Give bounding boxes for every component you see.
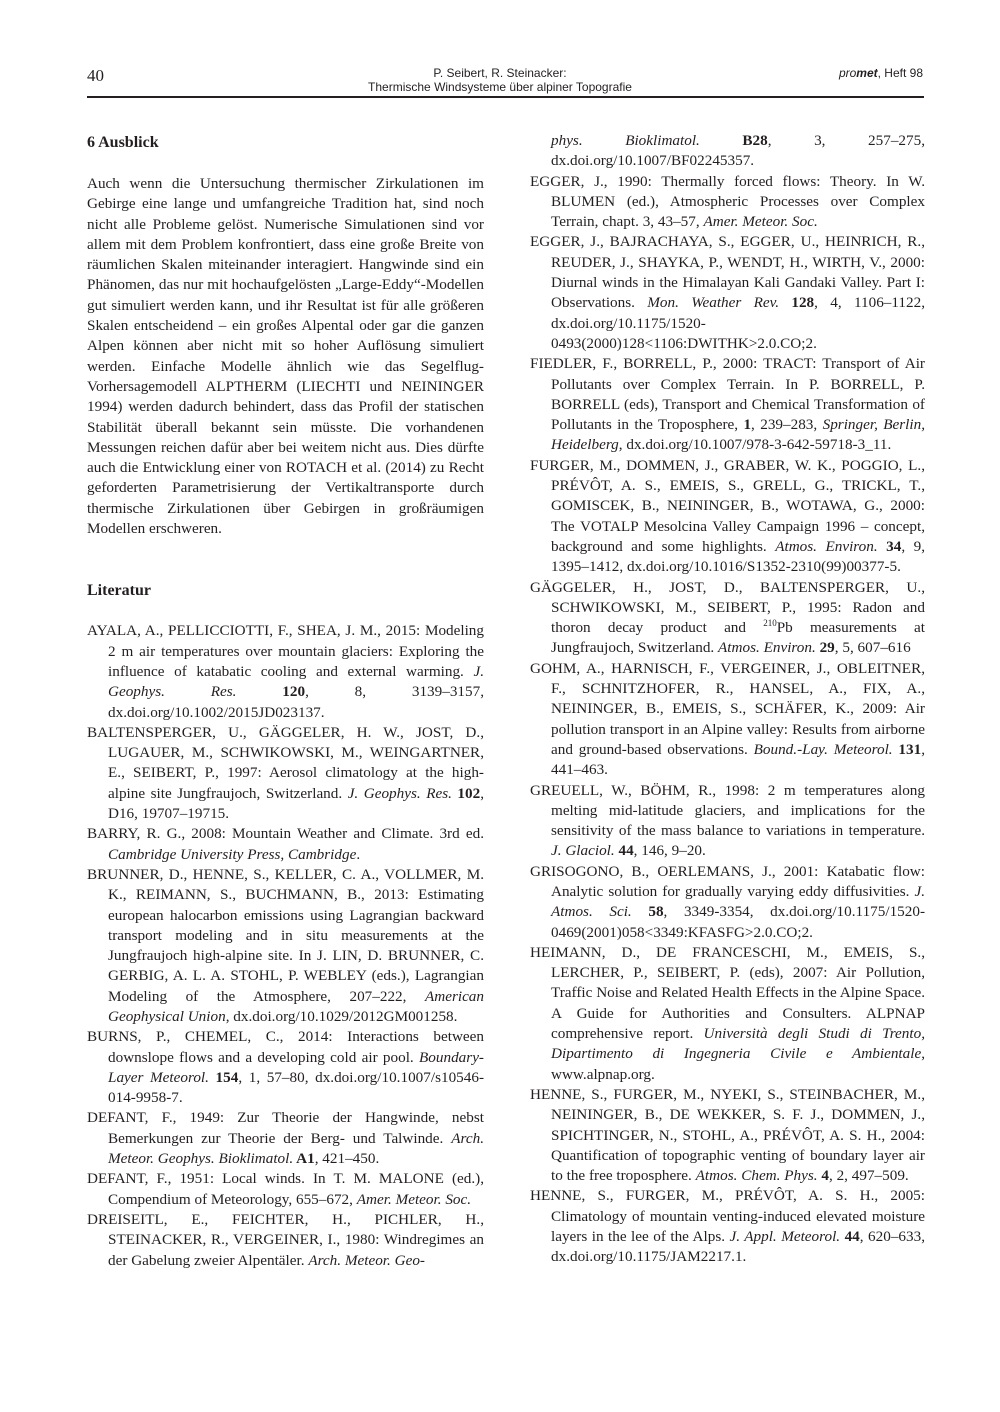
reference-defant-1951: DEFANT, F., 1951: Local winds. In T. M. MALONE (ed.), Compendium of Meteorology, 655–672, Amer. Meteor. Soc.: [87, 1170, 484, 1208]
reference-defant-1949: DEFANT, F., 1949: Zur Theorie der Hangwinde, nebst Bemerkungen zur Theorie der Berg- und Talwinde. Arch. Meteor. Geophys. Bioklimatol. A1, 421–450.: [87, 1109, 484, 1168]
reference-dreiseitl-continued: phys. Bioklimatol. B28, 3, 257–275, dx.doi.org/10.1007/BF02245357.: [551, 132, 925, 170]
reference-henne-2004: HENNE, S., FURGER, M., NYEKI, S., STEINBACHER, M., NEININGER, B., DE WEKKER, S. F. J., DOMMEN, J., SPICHTINGER, N., STOHL, A., PRÉVÔT, A. S. H., 2004: Quantification of topographic venting of boundary layer air to the free troposphere. Atmos. Chem. Phys. 4, 2, 497–509.: [530, 1085, 925, 1185]
reference-gohm: GOHM, A., HARNISCH, F., VERGEINER, J., OBLEITNER, F., SCHNITZHOFER, R., HANSEL, A., FIX, A., NEININGER, B., EMEIS, S., SCHÄFER, K., 2009: Air pollution transport in an Alpine valley: Results from airborne and ground-based observations. Bound.-Lay. Meteorol. 131, 441–463.: [530, 659, 925, 779]
ausblick-paragraph: Auch wenn die Untersuchung thermischer Zirkulationen im Gebirge eine lange und umfangreiche Tradition hat, sind noch nicht alle Probleme gelöst. Numerische Simulationen sind vor allem mit dem Problem konfrontiert, dass eine große Breite von räumlichen Skalen miteinander interagiert. Hangwinde sind ein Phänomen, das nur mit hochaufgelösten „Large-Eddy“-Modellen gut simuliert werden kann, und ihr Resultat ist für alle größeren Skalen entscheidend – ein großes Alpental oder gar die ganzen Alpen können aber nicht mit so hoher Auflösung simuliert werden. Einfache Modelle ähnlich wie das Segelflug-Vorhersagemodell ALPTHERM (LIECHTI und NEININGER 1994) werden dadurch behindert, dass das Profil der statischen Stabilität überall bekannt sein müsste. Die vorhandenen Messungen reichen dafür aber bei weitem nicht aus. Dies dürfte auch die Entwicklung einer von ROTACH et al. (2014) zu Recht geforderten Parametrisierung der Vertikaltransporte durch thermische Zirkulationen über Gebirgen in großräumigen Modellen erschweren.: [87, 175, 484, 538]
left-column: [87, 131, 484, 1271]
section-heading-literatur: Literatur: [87, 582, 151, 600]
brand-logo: promet: [838, 66, 878, 80]
reference-henne-2005: HENNE, S., FURGER, M., PRÉVÔT, A. S. H., 2005: Climatology of mountain venting-induced elevated moisture layers in the lee of the Alps. J. Appl. Meteorol. 44, 620–633, dx.doi.org/10.1175/JAM2217.1.: [530, 1187, 925, 1266]
reference-barry: BARRY, R. G., 2008: Mountain Weather and Climate. 3rd ed. Cambridge University Press, Cambridge.: [87, 825, 484, 863]
page-number: 40: [87, 66, 104, 85]
running-head-title: Thermische Windsysteme über alpiner Topografie: [368, 80, 632, 94]
section-heading-ausblick: 6 Ausblick: [87, 134, 159, 151]
reference-heimann: HEIMANN, D., DE FRANCESCHI, M., EMEIS, S., LERCHER, P., SEIBERT, P. (eds), 2007: Air Pollution, Traffic Noise and Related Health Effects in the Alpine Space. A Guide for Authorities and Consulters. ALPNAP comprehensive report. Università degli Studi di Trento, Dipartimento di Ingegneria Civile e Ambientale, www.alpnap.org.: [530, 943, 926, 1083]
reference-brunner: BRUNNER, D., HENNE, S., KELLER, C. A., VOLLMER, M. K., REIMANN, S., BUCHMANN, B., 2013: Estimating european halocarbon emissions using Lagrangian backward transport modeling and in situ measurements at the Jungfraujoch high-alpine site. In J. LIN, D. BRUNNER, C. GERBIG, A. L. A. STOHL, P. WEBLEY (eds.), Lagrangian Modeling of the Atmosphere, 207–222, American Geophysical Union, dx.doi.org/10.1029/2012GM001258.: [87, 865, 484, 1025]
reference-greuell: GREUELL, W., BÖHM, R., 1998: 2 m temperatures along melting mid-latitude glaciers, and implications for the sensitivity of the mass balance to variations in temperature. J. Glaciol. 44, 146, 9–20.: [530, 781, 925, 860]
reference-dreiseitl: DREISEITL, E., FEICHTER, H., PICHLER, H., STEINACKER, R., VERGEINER, I., 1980: Windregimes an der Gabelung zweier Alpentäler. Arch. Meteor. Geo-: [87, 1210, 484, 1269]
reference-grisogono: GRISOGONO, B., OERLEMANS, J., 2001: Katabatic flow: Analytic solution for gradually varying eddy diffusivities. J. Atmos. Sci. 58, 3349-3354, dx.doi.org/10.1175/1520-0469(2001)058<3349:KFASFG>2.0.CO;2.: [530, 862, 926, 941]
issue-info: [839, 66, 923, 80]
header-rule: [87, 96, 924, 98]
reference-list-continued: [530, 131, 925, 1268]
reference-burns: BURNS, P., CHEMEL, C., 2014: Interactions between downslope flows and a developing cold air pool. Boundary-Layer Meteorol. 154, 1, 57–80, dx.doi.org/10.1007/s10546-014-9958-7.: [87, 1028, 485, 1107]
reference-furger: FURGER, M., DOMMEN, J., GRABER, W. K., POGGIO, L., PRÉVÔT, A. S., EMEIS, S., GRELL, G., TRICKL, T., GOMISCEK, B., NEININGER, B., WOTAWA, G., 2000: The VOTALP Mesolcina Valley Campaign 1996 – concept, background and some highlights. Atmos. Environ. 34, 9, 1395–1412, dx.doi.org/10.1016/S1352-2310(99)00377-5.: [530, 456, 925, 576]
reference-baltensperger: BALTENSPERGER, U., GÄGGELER, H. W., JOST, D., LUGAUER, M., SCHWIKOWSKI, M., WEINGARTNER, E., SEIBERT, P., 1997: Aerosol climatology at the high-alpine site Jungfraujoch, Switzerland. J. Geophys. Res. 102, D16, 19707–19715.: [87, 723, 485, 823]
issue-number: , Heft 98: [877, 66, 923, 80]
running-head-authors: P. Seibert, R. Steinacker:: [433, 66, 567, 80]
reference-ayala: AYALA, A., PELLICCIOTTI, F., SHEA, J. M., 2015: Modeling 2 m air temperatures over mountain glaciers: Exploring the influence of katabatic cooling and external warming. J. Geophys. Res. 120, 8, 3139–3157, dx.doi.org/10.1002/2015JD023137.: [87, 622, 484, 721]
right-column: [530, 131, 925, 1268]
running-head: [300, 66, 700, 94]
reference-fiedler: FIEDLER, F., BORRELL, P., 2000: TRACT: Transport of Air Pollutants over Complex Terrain. In P. BORRELL, P. BORRELL (eds), Transport and Chemical Transformation of Pollutants in the Troposphere, 1, 239–283, Springer, Berlin, Heidelberg, dx.doi.org/10.1007/978-3-642-59718-3_11.: [530, 355, 926, 454]
reference-egger-2000: EGGER, J., BAJRACHAYA, S., EGGER, U., HEINRICH, R., REUDER, J., SHAYKA, P., WENDT, H., WIRTH, V., 2000: Diurnal winds in the Himalayan Kali Gandaki Valley. Part I: Observations. Mon. Weather Rev. 128, 4, 1106–1122, dx.doi.org/10.1175/1520-0493(2000)128<1106:DWITHK>2.0.CO;2.: [530, 233, 925, 352]
reference-list: [87, 621, 484, 1271]
reference-egger-1990: EGGER, J., 1990: Thermally forced flows: Theory. In W. BLUMEN (ed.), Atmospheric Processes over Complex Terrain, chapt. 3, 43–57, Amer. Meteor. Soc.: [530, 172, 925, 231]
reference-gaggeler: GÄGGELER, H., JOST, D., BALTENSPERGER, U., SCHWIKOWSKI, M., SEIBERT, P., 1995: Radon and thoron decay product and $^{210}$Pb measurements at Jungfraujoch, Switzerland. Atmos. Environ. 29, 5, 607–616: [530, 578, 925, 657]
